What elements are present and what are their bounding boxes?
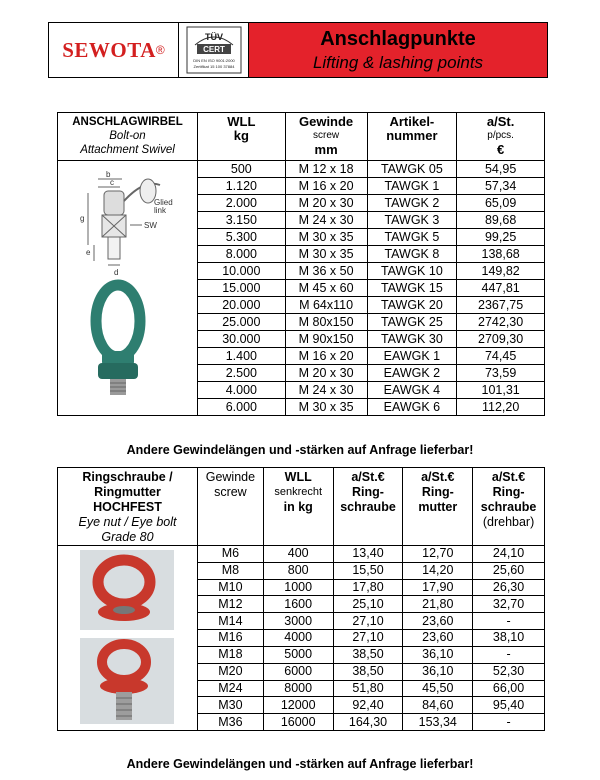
thread-cell: M 12 x 18 <box>285 161 367 178</box>
svg-text:TÜV: TÜV <box>204 32 223 42</box>
price-nut-cell: 14,20 <box>403 562 473 579</box>
price-cell: 101,31 <box>457 382 545 399</box>
price-bolt-cell: 25,10 <box>333 596 403 613</box>
price-swivel-cell: 66,00 <box>473 680 545 697</box>
col-eb-price-swivel-l1: Ring- <box>492 485 525 499</box>
svg-text:CERT: CERT <box>202 45 225 54</box>
price-nut-cell: 153,34 <box>403 714 473 731</box>
thread-cell: M 30 x 35 <box>285 246 367 263</box>
wll-cell: 4000 <box>263 630 333 647</box>
col-eb-price-bolt <box>333 468 403 546</box>
svg-text:DIN EN ISO 9001:2000: DIN EN ISO 9001:2000 <box>192 58 235 63</box>
thread-cell: M16 <box>197 630 263 647</box>
wll-cell: 6000 <box>263 663 333 680</box>
eyebolt-price-table <box>57 467 545 731</box>
price-swivel-cell: 95,40 <box>473 697 545 714</box>
price-nut-cell: 45,50 <box>403 680 473 697</box>
thread-cell: M 20 x 30 <box>285 195 367 212</box>
thread-cell: M10 <box>197 579 263 596</box>
eyebolt-image-cell <box>58 546 198 731</box>
price-bolt-cell: 13,40 <box>333 546 403 563</box>
col-price <box>457 113 545 161</box>
swivel-label-cell <box>58 113 198 161</box>
col-eb-price-nut <box>403 468 473 546</box>
availability-note-1: Andere Gewindelängen und -stärken auf Anfrage lieferbar! <box>126 443 474 457</box>
registered-mark: ® <box>155 43 165 57</box>
svg-text:Glied: Glied <box>154 198 174 207</box>
wll-cell: 25.000 <box>197 314 285 331</box>
col-eb-thread-en: screw <box>214 485 247 499</box>
brand-name: SEWOTA <box>62 37 156 62</box>
swivel-label-en2: Attachment Swivel <box>80 144 175 156</box>
title-banner <box>249 23 547 77</box>
price-cell: 54,95 <box>457 161 545 178</box>
price-swivel-cell: 52,30 <box>473 663 545 680</box>
thread-cell: M 20 x 30 <box>285 365 367 382</box>
swivel-label-en1: Bolt-on <box>109 130 146 142</box>
thread-cell: M24 <box>197 680 263 697</box>
col-eb-price-nut-l2: mutter <box>418 500 458 514</box>
col-eb-wll-unit: in kg <box>283 500 313 514</box>
thread-cell: M6 <box>197 546 263 563</box>
swivel-price-table <box>57 112 545 416</box>
eyebolt-label-en2: Grade 80 <box>101 530 154 544</box>
thread-cell: M30 <box>197 697 263 714</box>
price-cell: 73,59 <box>457 365 545 382</box>
wll-cell: 1000 <box>263 579 333 596</box>
price-bolt-cell: 92,40 <box>333 697 403 714</box>
article-cell: TAWGK 2 <box>367 195 457 212</box>
wll-cell: 400 <box>263 546 333 563</box>
eyebolt-label-title3: HOCHFEST <box>93 500 162 514</box>
col-thread-en: screw <box>313 130 340 141</box>
article-cell: EAWGK 6 <box>367 399 457 416</box>
price-cell: 112,20 <box>457 399 545 416</box>
col-article-label1: Artikel- <box>389 114 435 129</box>
wll-cell: 5.300 <box>197 229 285 246</box>
page-header <box>48 22 548 78</box>
price-swivel-cell: 26,30 <box>473 579 545 596</box>
price-bolt-cell: 51,80 <box>333 680 403 697</box>
col-price-en: p/pcs. <box>487 130 514 141</box>
thread-cell: M8 <box>197 562 263 579</box>
col-eb-price-swivel-l3: (drehbar) <box>482 515 535 529</box>
article-cell: TAWGK 1 <box>367 178 457 195</box>
article-cell: TAWGK 25 <box>367 314 457 331</box>
price-nut-cell: 23,60 <box>403 613 473 630</box>
wll-cell: 30.000 <box>197 331 285 348</box>
article-cell: TAWGK 30 <box>367 331 457 348</box>
price-cell: 138,68 <box>457 246 545 263</box>
tuev-cert-seal <box>179 23 249 77</box>
wll-cell: 8.000 <box>197 246 285 263</box>
col-eb-price-nut-cur: a/St.€ <box>421 470 455 484</box>
wll-cell: 5000 <box>263 646 333 663</box>
article-cell: EAWGK 4 <box>367 382 457 399</box>
thread-cell: M20 <box>197 663 263 680</box>
swivel-label-title: ANSCHLAGWIRBEL <box>72 116 183 128</box>
price-bolt-cell: 27,10 <box>333 613 403 630</box>
col-eb-price-nut-l1: Ring- <box>421 485 454 499</box>
svg-text:c: c <box>110 178 115 187</box>
thread-cell: M 30 x 35 <box>285 229 367 246</box>
price-swivel-cell: 38,10 <box>473 630 545 647</box>
wll-cell: 2.500 <box>197 365 285 382</box>
price-nut-cell: 36,10 <box>403 646 473 663</box>
page-title: Anschlagpunkte <box>320 27 476 50</box>
col-price-label: a/St. <box>486 114 515 129</box>
price-cell: 2367,75 <box>457 297 545 314</box>
wll-cell: 500 <box>197 161 285 178</box>
eyebolt-label-title1: Ringschraube / <box>82 470 173 484</box>
svg-text:e: e <box>86 248 91 257</box>
col-eb-wll-label: WLL <box>284 470 312 484</box>
article-cell: TAWGK 05 <box>367 161 457 178</box>
article-cell: TAWGK 15 <box>367 280 457 297</box>
wll-cell: 2.000 <box>197 195 285 212</box>
price-cell: 99,25 <box>457 229 545 246</box>
col-eb-price-swivel-cur: a/St.€ <box>491 470 526 484</box>
thread-cell: M 24 x 30 <box>285 382 367 399</box>
col-eb-thread-label: Gewinde <box>205 470 256 484</box>
wll-cell: 16000 <box>263 714 333 731</box>
col-price-currency: € <box>497 142 505 157</box>
thread-cell: M14 <box>197 613 263 630</box>
wll-cell: 800 <box>263 562 333 579</box>
eyebolt-header-row <box>58 468 545 546</box>
thread-cell: M 45 x 60 <box>285 280 367 297</box>
wll-cell: 15.000 <box>197 280 285 297</box>
thread-cell: M 16 x 20 <box>285 348 367 365</box>
wll-cell: 12000 <box>263 697 333 714</box>
col-thread <box>285 113 367 161</box>
thread-cell: M36 <box>197 714 263 731</box>
col-eb-price-swivel <box>473 468 545 546</box>
table-row <box>58 546 545 563</box>
svg-text:d: d <box>114 268 119 277</box>
wll-cell: 10.000 <box>197 263 285 280</box>
thread-cell: M 90x150 <box>285 331 367 348</box>
col-article <box>367 113 457 161</box>
price-swivel-cell: 32,70 <box>473 596 545 613</box>
wll-cell: 6.000 <box>197 399 285 416</box>
eyebolt-label-en1: Eye nut / Eye bolt <box>78 515 177 529</box>
price-swivel-cell: - <box>473 613 545 630</box>
thread-cell: M 16 x 20 <box>285 178 367 195</box>
price-cell: 2709,30 <box>457 331 545 348</box>
wll-cell: 8000 <box>263 680 333 697</box>
wll-cell: 20.000 <box>197 297 285 314</box>
col-eb-price-bolt-l2: schraube <box>340 500 396 514</box>
wll-cell: 3.150 <box>197 212 285 229</box>
eyebolt-label-title2: Ringmutter <box>94 485 161 499</box>
eyebolt-label-cell <box>58 468 198 546</box>
swivel-drawing-icon <box>58 161 196 411</box>
eyebolt-photo-icon <box>58 546 196 726</box>
col-eb-price-bolt-l1: Ring- <box>352 485 384 499</box>
col-eb-thread <box>197 468 263 546</box>
wll-cell: 1600 <box>263 596 333 613</box>
wll-cell: 3000 <box>263 613 333 630</box>
col-eb-price-bolt-cur: a/St.€ <box>351 470 385 484</box>
price-nut-cell: 12,70 <box>403 546 473 563</box>
article-cell: TAWGK 20 <box>367 297 457 314</box>
col-eb-wll-sub: senkrecht <box>274 486 323 498</box>
article-cell: EAWGK 2 <box>367 365 457 382</box>
availability-note-2: Andere Gewindelängen und -stärken auf Anfrage lieferbar! <box>126 757 474 771</box>
article-cell: TAWGK 8 <box>367 246 457 263</box>
price-swivel-cell: - <box>473 646 545 663</box>
page-subtitle: Lifting & lashing points <box>312 52 484 72</box>
wll-cell: 1.120 <box>197 178 285 195</box>
price-swivel-cell: 25,60 <box>473 562 545 579</box>
price-bolt-cell: 38,50 <box>333 663 403 680</box>
price-cell: 149,82 <box>457 263 545 280</box>
price-cell: 74,45 <box>457 348 545 365</box>
price-cell: 57,34 <box>457 178 545 195</box>
thread-cell: M 36 x 50 <box>285 263 367 280</box>
price-bolt-cell: 17,80 <box>333 579 403 596</box>
col-wll-label: WLL <box>227 114 256 129</box>
thread-cell: M 64x110 <box>285 297 367 314</box>
price-nut-cell: 36,10 <box>403 663 473 680</box>
brand-logo <box>49 23 179 77</box>
col-article-label2: nummer <box>386 128 438 143</box>
thread-cell: M12 <box>197 596 263 613</box>
price-nut-cell: 21,80 <box>403 596 473 613</box>
col-wll-unit: kg <box>233 128 249 143</box>
price-bolt-cell: 38,50 <box>333 646 403 663</box>
table-row <box>58 161 545 178</box>
thread-cell: M18 <box>197 646 263 663</box>
svg-text:g: g <box>80 214 85 223</box>
col-thread-label: Gewinde <box>298 114 354 129</box>
wll-cell: 4.000 <box>197 382 285 399</box>
svg-text:link: link <box>154 206 167 215</box>
article-cell: EAWGK 1 <box>367 348 457 365</box>
swivel-header-row <box>58 113 545 161</box>
wll-cell: 1.400 <box>197 348 285 365</box>
price-nut-cell: 17,90 <box>403 579 473 596</box>
price-nut-cell: 84,60 <box>403 697 473 714</box>
thread-cell: M 80x150 <box>285 314 367 331</box>
thread-cell: M 30 x 35 <box>285 399 367 416</box>
cert-seal-icon <box>183 25 245 75</box>
article-cell: TAWGK 10 <box>367 263 457 280</box>
svg-text:b: b <box>106 170 111 179</box>
price-swivel-cell: - <box>473 714 545 731</box>
price-nut-cell: 23,60 <box>403 630 473 647</box>
svg-text:Zertifikat 15 100 37884: Zertifikat 15 100 37884 <box>193 64 234 69</box>
price-cell: 447,81 <box>457 280 545 297</box>
article-cell: TAWGK 3 <box>367 212 457 229</box>
price-bolt-cell: 164,30 <box>333 714 403 731</box>
price-swivel-cell: 24,10 <box>473 546 545 563</box>
col-thread-unit: mm <box>314 142 338 157</box>
price-cell: 65,09 <box>457 195 545 212</box>
col-eb-price-swivel-l2: schraube <box>480 500 537 514</box>
svg-text:SW: SW <box>144 221 158 230</box>
col-wll <box>197 113 285 161</box>
price-cell: 89,68 <box>457 212 545 229</box>
col-eb-wll <box>263 468 333 546</box>
swivel-image-cell <box>58 161 198 416</box>
article-cell: TAWGK 5 <box>367 229 457 246</box>
thread-cell: M 24 x 30 <box>285 212 367 229</box>
price-bolt-cell: 15,50 <box>333 562 403 579</box>
price-bolt-cell: 27,10 <box>333 630 403 647</box>
price-cell: 2742,30 <box>457 314 545 331</box>
